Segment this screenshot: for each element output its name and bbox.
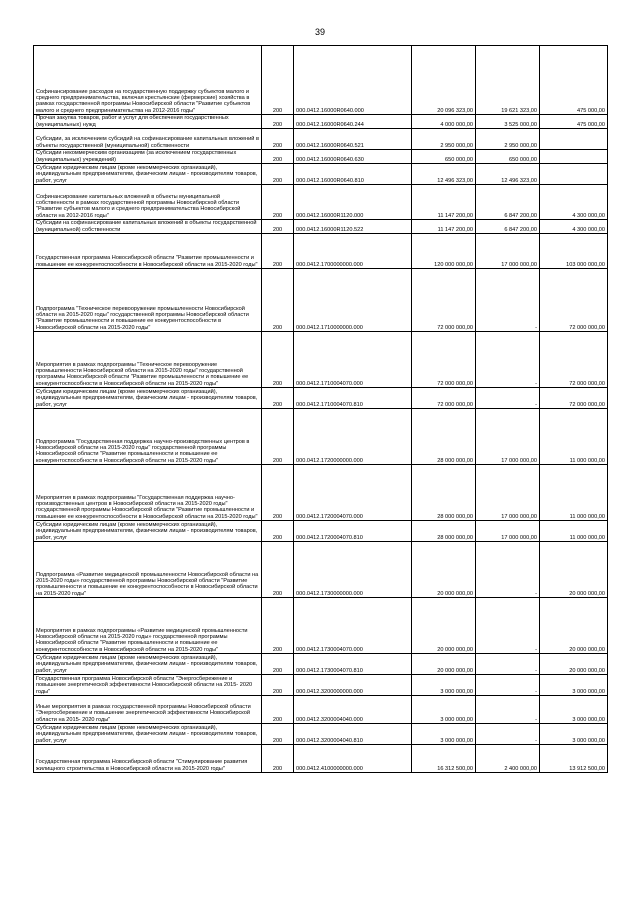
row-code: 200 — [262, 598, 294, 654]
table-row — [34, 115, 608, 129]
row-code: 200 — [262, 234, 294, 269]
row-amount-total: 28 000 000,00 — [412, 409, 476, 465]
row-amount-regional: 3 000 000,00 — [540, 675, 608, 696]
row-description: Подпрограмма «Развитие медицинской промышленности Новосибирской области на 2015-2020 годы» государственной программы Новосибирской области "Развитие промышленности и повышение ее конкурентоспособности в Новосибирской области на 2015-2020 годы" — [34, 542, 262, 598]
row-amount-total: 120 000 000,00 — [412, 234, 476, 269]
row-amount-regional: 4 300 000,00 — [540, 185, 608, 220]
row-code: 200 — [262, 745, 294, 773]
row-code: 200 — [262, 542, 294, 598]
row-budget-code: 000.0412.1730004070.000 — [294, 598, 412, 654]
row-amount-regional: 20 000 000,00 — [540, 654, 608, 675]
row-budget-code: 000.0412.3200004040.000 — [294, 696, 412, 724]
row-amount-federal: 2 950 000,00 — [476, 129, 540, 150]
row-amount-regional: 11 000 000,00 — [540, 465, 608, 521]
row-amount-total: 2 950 000,00 — [412, 129, 476, 150]
row-budget-code: 000.0412.4100000000.000 — [294, 745, 412, 773]
table-row — [34, 185, 608, 220]
row-description: Субсидии юридическим лицам (кроме некоммерческих организаций), индивидуальным предпринимателям, физическим лицам - производителям товаров, работ, услуг — [34, 654, 262, 675]
row-budget-code: 000.0412.1720004070.810 — [294, 521, 412, 542]
row-description: Государственная программа Новосибирской области "Энергосбережение и повышение энергетической эффективности Новосибирской области на 2015- 2020 годы" — [34, 675, 262, 696]
row-budget-code: 000.0412.1730000000.000 — [294, 542, 412, 598]
table-row — [34, 164, 608, 185]
row-amount-federal: - — [476, 542, 540, 598]
row-code: 200 — [262, 185, 294, 220]
row-amount-federal: 17 000 000,00 — [476, 521, 540, 542]
row-description: Субсидии, за исключением субсидий на софинансирование капитальных вложений в объекты государственной (муниципальной) собственности — [34, 129, 262, 150]
row-amount-regional: 11 000 000,00 — [540, 521, 608, 542]
row-description: Субсидии юридическим лицам (кроме некоммерческих организаций), индивидуальным предпринимателям, физическим лицам - производителям товаров, работ, услуг — [34, 164, 262, 185]
row-amount-federal: - — [476, 724, 540, 745]
table-row — [34, 220, 608, 234]
row-budget-code: 000.0412.16000R1120.000 — [294, 185, 412, 220]
row-budget-code: 000.0412.1720000000.000 — [294, 409, 412, 465]
row-budget-code: 000.0412.1720004070.000 — [294, 465, 412, 521]
row-amount-federal: - — [476, 654, 540, 675]
row-description: Софинансирование капитальных вложений в объекты муниципальной собственности в рамках государственной программы Новосибирской области "Развитие субъектов малого и среднего предпринимательства Новосибирской области на 2012-2016 годы" — [34, 185, 262, 220]
row-amount-federal: - — [476, 696, 540, 724]
row-amount-regional: 3 000 000,00 — [540, 696, 608, 724]
row-code: 200 — [262, 129, 294, 150]
row-amount-total: 3 000 000,00 — [412, 696, 476, 724]
table-row — [34, 388, 608, 409]
row-description: Софинансирование расходов на государственную поддержку субъектов малого и среднего предпринимательства, включая крестьянские (фермерские) хозяйства в рамках государственной программы Новосибирской области "Развитие субъектов малого и среднего предпринимательства на 2012-2016 годы" — [34, 46, 262, 115]
row-amount-regional — [540, 164, 608, 185]
table-row — [34, 521, 608, 542]
table-row — [34, 598, 608, 654]
row-budget-code: 000.0412.1730004070.810 — [294, 654, 412, 675]
row-amount-total: 72 000 000,00 — [412, 332, 476, 388]
row-budget-code: 000.0412.1710004070.000 — [294, 332, 412, 388]
row-amount-federal: 6 847 200,00 — [476, 220, 540, 234]
row-amount-total: 28 000 000,00 — [412, 465, 476, 521]
row-amount-total: 11 147 200,00 — [412, 220, 476, 234]
row-description: Субсидии юридическим лицам (кроме некоммерческих организаций), индивидуальным предпринимателям, физическим лицам - производителям товаров, работ, услуг — [34, 521, 262, 542]
row-description: Подпрограмма "Техническое перевооружение промышленности Новосибирской области на 2015-2020 годы" государственной программы Новосибирской области "Развитие промышленности и повышение ее конкурентоспособности в Новосибирской области на 2015-2020 годы" — [34, 269, 262, 332]
row-amount-federal: 3 525 000,00 — [476, 115, 540, 129]
row-code: 200 — [262, 332, 294, 388]
row-amount-regional: 4 300 000,00 — [540, 220, 608, 234]
row-budget-code: 000.0412.3200004040.810 — [294, 724, 412, 745]
row-budget-code: 000.0412.3200000000.000 — [294, 675, 412, 696]
row-amount-regional: 20 000 000,00 — [540, 542, 608, 598]
row-amount-regional: 72 000 000,00 — [540, 388, 608, 409]
table-row — [34, 696, 608, 724]
row-description: Государственная программа Новосибирской области "Стимулирование развития жилищного строительства в Новосибирской области на 2015-2020 годы" — [34, 745, 262, 773]
row-amount-total: 3 000 000,00 — [412, 675, 476, 696]
row-code: 200 — [262, 150, 294, 164]
row-description: Субсидии юридическим лицам (кроме некоммерческих организаций), индивидуальным предпринимателям, физическим лицам - производителям товаров, работ, услуг — [34, 724, 262, 745]
table-row — [34, 542, 608, 598]
row-amount-total: 20 000 000,00 — [412, 654, 476, 675]
row-description: Мероприятия в рамках подпрограммы "Государственная поддержка научно-производственных центров в Новосибирской области на 2015-2020 годы" государственной программы Новосибирской области "Развитие промышленности и повышение ее конкурентоспособности в Новосибирской области на 2015-2020 годы" — [34, 465, 262, 521]
row-amount-total: 11 147 200,00 — [412, 185, 476, 220]
row-amount-total: 16 312 500,00 — [412, 745, 476, 773]
row-amount-regional: 475 000,00 — [540, 46, 608, 115]
row-amount-total: 72 000 000,00 — [412, 269, 476, 332]
table-row — [34, 675, 608, 696]
table-row — [34, 46, 608, 115]
budget-table — [33, 45, 608, 773]
row-description: Государственная программа Новосибирской области "Развитие промышленности и повышение ее конкурентоспособности в Новосибирской области на 2015-2020 годы" — [34, 234, 262, 269]
row-budget-code: 000.0412.1700000000.000 — [294, 234, 412, 269]
row-amount-regional — [540, 129, 608, 150]
row-code: 200 — [262, 269, 294, 332]
row-description: Субсидии на софинансирование капитальных вложений в объекты государственной (муниципальной) собственности — [34, 220, 262, 234]
row-description: Мероприятия в рамках подпрограммы "Техническое перевооружение промышленности Новосибирской области на 2015-2020 годы" государственной программы Новосибирской области "Развитие промышленности и повышение ее конкурентоспособности в Новосибирской области на 2015-2020 годы" — [34, 332, 262, 388]
row-code: 200 — [262, 675, 294, 696]
row-description: Подпрограмма "Государственная поддержка научно-производственных центров в Новосибирской области на 2015-2020 годы" государственной программы Новосибирской области "Развитие промышленности и повышение ее конкурентоспособности в Новосибирской области на 2015-2020 годы" — [34, 409, 262, 465]
row-code: 200 — [262, 654, 294, 675]
budget-table-body — [34, 46, 608, 773]
row-code: 200 — [262, 696, 294, 724]
row-amount-total: 650 000,00 — [412, 150, 476, 164]
table-row — [34, 269, 608, 332]
row-amount-federal: 2 400 000,00 — [476, 745, 540, 773]
row-code: 200 — [262, 724, 294, 745]
row-amount-federal: - — [476, 598, 540, 654]
table-row — [34, 234, 608, 269]
row-code: 200 — [262, 46, 294, 115]
row-amount-total: 28 000 000,00 — [412, 521, 476, 542]
page-number: 39 — [314, 27, 325, 37]
row-amount-federal: 17 000 000,00 — [476, 409, 540, 465]
row-amount-federal: 19 621 323,00 — [476, 46, 540, 115]
row-amount-total: 4 000 000,00 — [412, 115, 476, 129]
table-row — [34, 332, 608, 388]
row-amount-federal: - — [476, 269, 540, 332]
row-code: 200 — [262, 409, 294, 465]
row-amount-federal: 17 000 000,00 — [476, 234, 540, 269]
row-amount-regional: 475 000,00 — [540, 115, 608, 129]
row-budget-code: 000.0412.16000R0640.810 — [294, 164, 412, 185]
row-description: Прочая закупка товаров, работ и услуг для обеспечения государственных (муниципальных) нужд — [34, 115, 262, 129]
row-budget-code: 000.0412.16000R0640.521 — [294, 129, 412, 150]
row-description: Иные мероприятия в рамках государственной программы Новосибирской области "Энергосбережение и повышение энергетической эффективности Новосибирской области на 2015- 2020 годы" — [34, 696, 262, 724]
row-amount-regional: 103 000 000,00 — [540, 234, 608, 269]
row-budget-code: 000.0412.1710000000.000 — [294, 269, 412, 332]
row-amount-total: 20 096 323,00 — [412, 46, 476, 115]
row-amount-total: 20 000 000,00 — [412, 542, 476, 598]
table-row — [34, 129, 608, 150]
row-code: 200 — [262, 465, 294, 521]
row-code: 200 — [262, 388, 294, 409]
row-amount-regional: 72 000 000,00 — [540, 269, 608, 332]
row-amount-regional: 3 000 000,00 — [540, 724, 608, 745]
row-budget-code: 000.0412.16000R0640.630 — [294, 150, 412, 164]
row-code: 200 — [262, 164, 294, 185]
row-amount-federal: 12 496 323,00 — [476, 164, 540, 185]
row-amount-total: 3 000 000,00 — [412, 724, 476, 745]
row-amount-regional: 20 000 000,00 — [540, 598, 608, 654]
row-budget-code: 000.0412.16000R0640.000 — [294, 46, 412, 115]
row-amount-federal: 650 000,00 — [476, 150, 540, 164]
row-amount-total: 72 000 000,00 — [412, 388, 476, 409]
row-amount-federal: - — [476, 675, 540, 696]
row-code: 200 — [262, 521, 294, 542]
row-amount-federal: 6 847 200,00 — [476, 185, 540, 220]
table-row — [34, 654, 608, 675]
table-row — [34, 724, 608, 745]
row-code: 200 — [262, 115, 294, 129]
row-description: Субсидии юридическим лицам (кроме некоммерческих организаций), индивидуальным предпринимателям, физическим лицам - производителям товаров, работ, услуг — [34, 388, 262, 409]
row-amount-regional: 11 000 000,00 — [540, 409, 608, 465]
row-description: Субсидии некоммерческим организациям (за исключением государственных (муниципальных) учреждений) — [34, 150, 262, 164]
row-code: 200 — [262, 220, 294, 234]
row-amount-total: 12 496 323,00 — [412, 164, 476, 185]
row-amount-federal: - — [476, 388, 540, 409]
table-row — [34, 409, 608, 465]
row-budget-code: 000.0412.16000R1120.522 — [294, 220, 412, 234]
table-row — [34, 465, 608, 521]
row-amount-regional: 13 912 500,00 — [540, 745, 608, 773]
row-amount-regional — [540, 150, 608, 164]
table-row — [34, 745, 608, 773]
row-amount-federal: 17 000 000,00 — [476, 465, 540, 521]
table-row — [34, 150, 608, 164]
row-amount-federal: - — [476, 332, 540, 388]
row-budget-code: 000.0412.16000R0640.244 — [294, 115, 412, 129]
row-budget-code: 000.0412.1710004070.810 — [294, 388, 412, 409]
row-amount-regional: 72 000 000,00 — [540, 332, 608, 388]
row-amount-total: 20 000 000,00 — [412, 598, 476, 654]
row-description: Мероприятия в рамках подпрограммы «Развитие медицинской промышленности Новосибирской области на 2015-2020 годы» государственной программы Новосибирской области "Развитие промышленности и повышение ее конкурентоспособности в Новосибирской области на 2015-2020 годы" — [34, 598, 262, 654]
